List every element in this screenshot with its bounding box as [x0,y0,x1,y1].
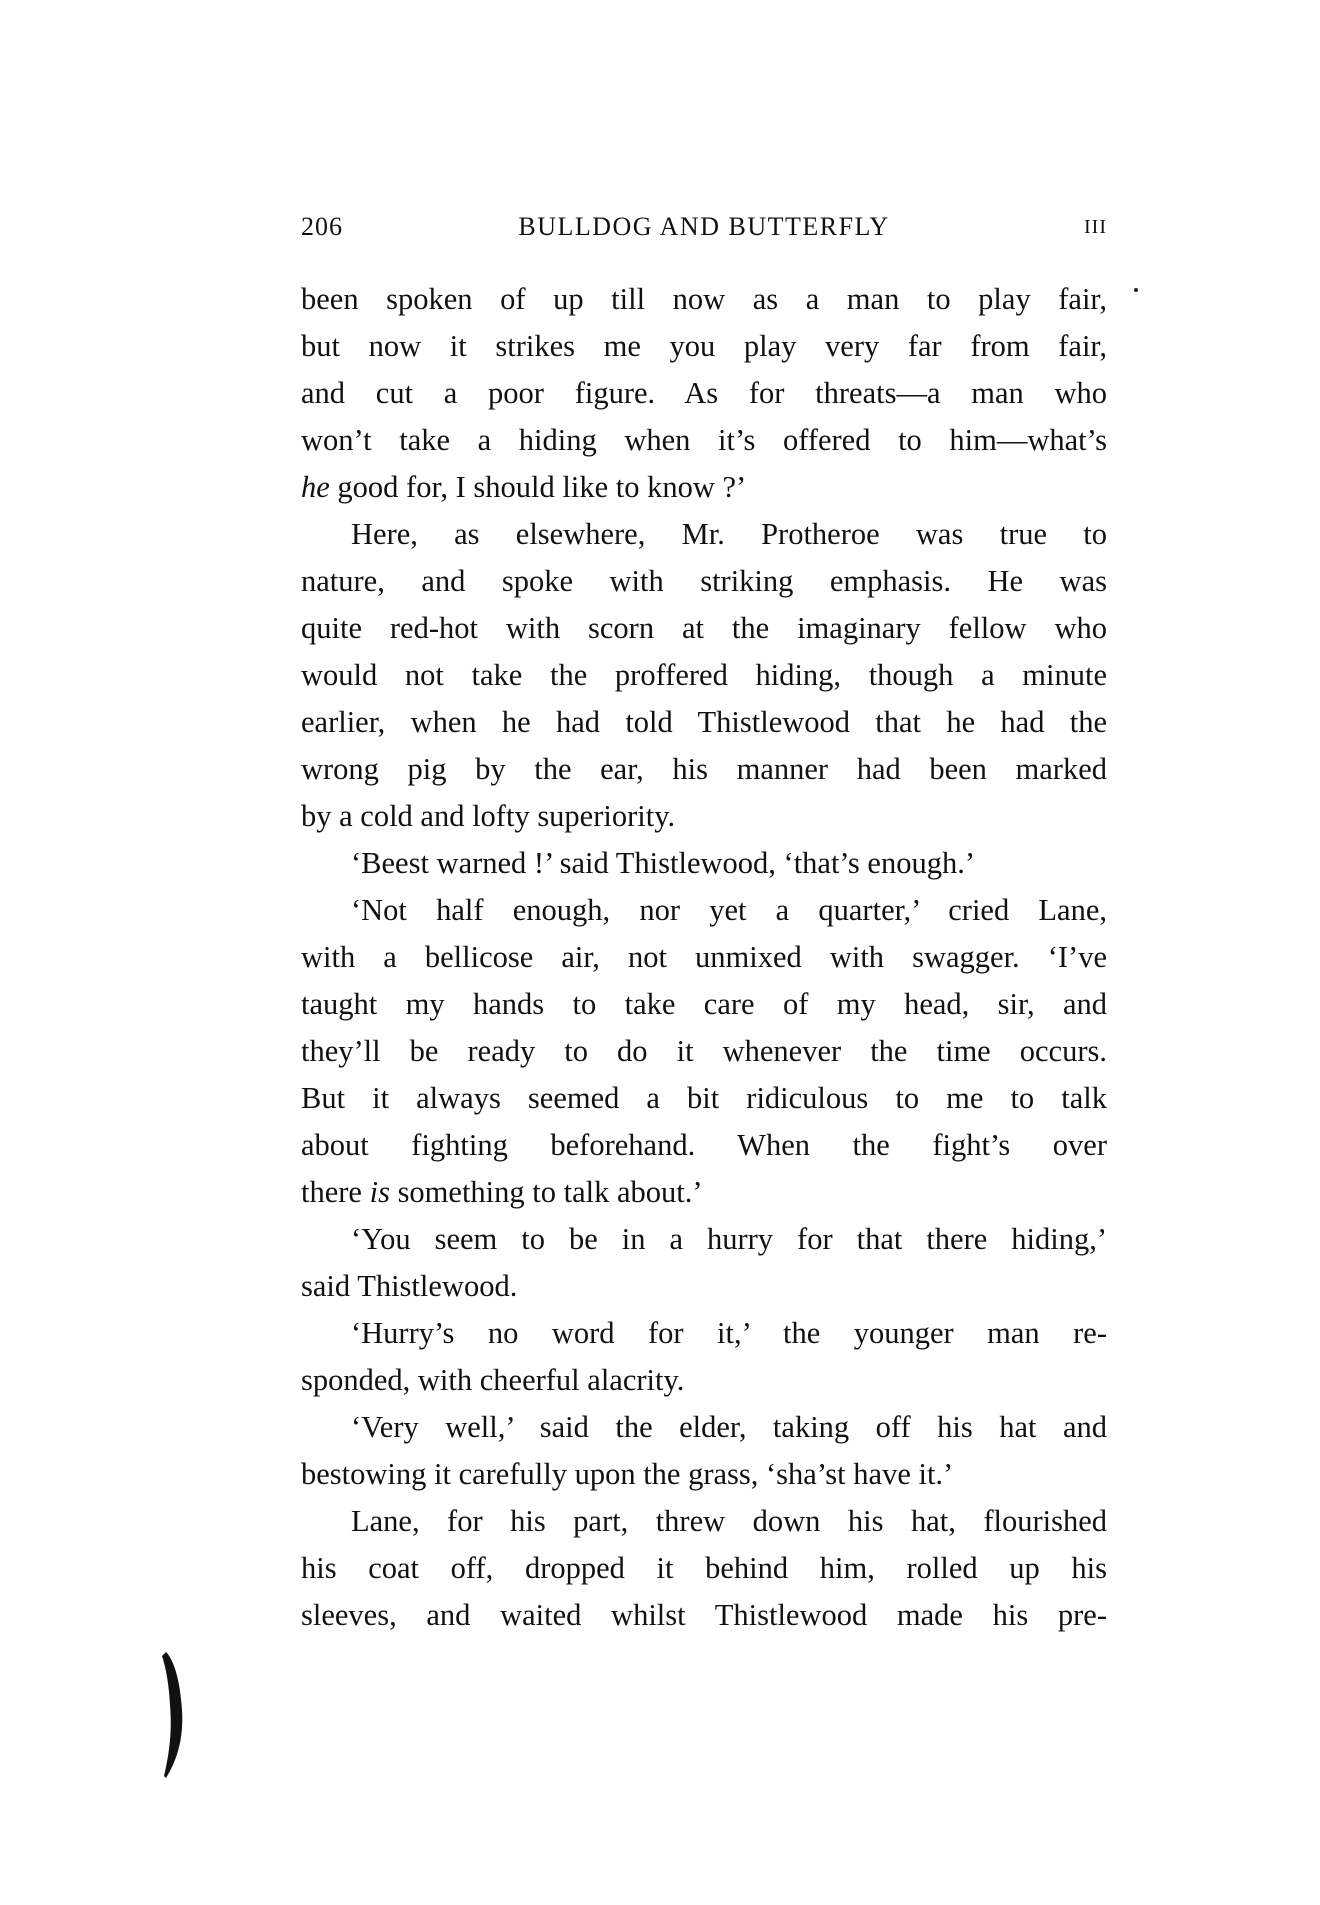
chapter-number: III [1084,216,1107,238]
text-line [301,464,1107,511]
running-title: BULLDOG AND BUTTERFLY [518,212,890,241]
text-line: won’t take a hiding when it’s offered to him—what’s [301,423,1107,457]
text-line: by a cold and lofty superiority. [301,799,676,833]
text-line: and cut a poor figure. As for threats—a man who [301,376,1107,410]
text-line: ‘Very well,’ said the elder, taking off his hat and [351,1410,1107,1444]
body-text [301,276,1107,1639]
text-line: wrong pig by the ear, his manner had been marked [301,752,1107,786]
text-line: bestowing it carefully upon the grass, ‘sha’st have it.’ [301,1457,954,1491]
text-line: earlier, when he had told Thistlewood that he had the [301,705,1107,739]
text-line: nature, and spoke with striking emphasis. He was [301,564,1107,598]
text-line: But it always seemed a bit ridiculous to me to talk [301,1081,1107,1115]
text-line: with a bellicose air, not unmixed with swagger. ‘I’ve [301,940,1107,974]
text-line: said Thistlewood. [301,1269,518,1303]
text-segment: there [301,1175,370,1209]
text-line: ‘You seem to be in a hurry for that there hiding,’ [351,1222,1107,1256]
print-speck [1134,288,1138,292]
text-line: been spoken of up till now as a man to play fair, [301,282,1107,316]
text-line: taught my hands to take care of my head, sir, and [301,987,1107,1021]
text-line: his coat off, dropped it behind him, rolled up his [301,1551,1107,1585]
text-line: about fighting beforehand. When the fight’s over [301,1128,1107,1162]
italic-word: is [369,1175,390,1209]
page-number: 206 [301,212,343,241]
margin-ink-mark [160,1650,190,1780]
text-line: sponded, with cheerful alacrity. [301,1363,685,1397]
text-segment: something to talk about.’ [389,1175,703,1209]
text-line [301,1169,1107,1216]
text-line: but now it strikes me you play very far from fair, [301,329,1107,363]
text-line: would not take the proffered hiding, though a minute [301,658,1107,692]
text-line: sleeves, and waited whilst Thistlewood made his pre- [301,1598,1107,1632]
text-line: ‘Not half enough, nor yet a quarter,’ cried Lane, [351,893,1107,927]
running-head [301,212,1107,252]
text-line: Here, as elsewhere, Mr. Protheroe was true to [351,517,1107,551]
text-line: ‘Hurry’s no word for it,’ the younger man re- [351,1316,1107,1350]
italic-word: he [301,470,330,504]
text-line: Lane, for his part, threw down his hat, flourished [351,1504,1107,1538]
text-segment: good for, I should like to know ?’ [329,470,747,504]
text-line: ‘Beest warned !’ said Thistlewood, ‘that’s enough.’ [351,846,975,880]
text-line: they’ll be ready to do it whenever the time occurs. [301,1034,1107,1068]
text-line: quite red-hot with scorn at the imaginary fellow who [301,611,1107,645]
